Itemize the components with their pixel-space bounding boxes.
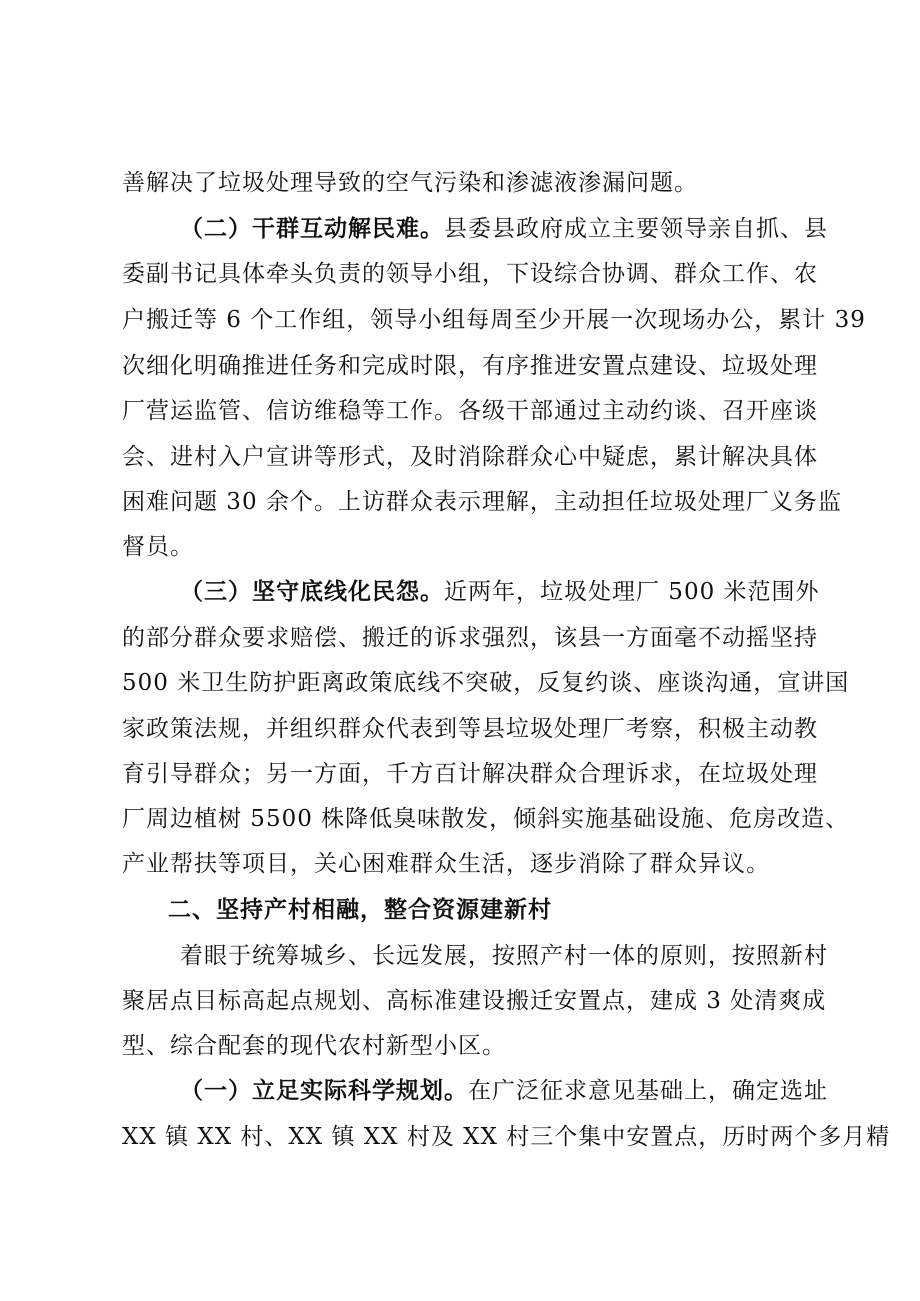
- paragraph-3-line-2: 的部分群众要求赔偿、搬迁的诉求强烈，该县一方面毫不动摇坚持: [122, 625, 818, 651]
- paragraph-2-line-4: 次细化明确推进任务和完成时限，有序推进安置点建设、垃圾处理: [122, 353, 818, 379]
- paragraph-3-line-1: [180, 577, 820, 607]
- paragraph-1-line-1: 善解决了垃圾处理导致的空气污染和渗滤液渗漏问题。: [122, 170, 698, 196]
- paragraph-2-line-1: [180, 214, 828, 244]
- paragraph-2-text: 县委县政府成立主要领导亲自抓、县: [444, 216, 828, 242]
- paragraph-2-line-6: 会、进村入户宣讲等形式，及时消除群众心中疑虑，累计解决具体: [122, 444, 818, 470]
- paragraph-5-line-2: XX 镇 XX 村、XX 镇 XX 村及 XX 村三个集中安置点，历时两个多月精: [122, 1124, 891, 1150]
- paragraph-4-line-1: 着眼于统筹城乡、长远发展，按照产村一体的原则，按照新村: [180, 943, 828, 969]
- paragraph-3-line-6: 厂周边植树 5500 株降低臭味散发，倾斜实施基础设施、危房改造、: [122, 806, 850, 832]
- paragraph-4-line-2: 聚居点目标高起点规划、高标准建设搬迁安置点，建成 3 处清爽成: [122, 988, 827, 1014]
- paragraph-2-line-2: 委副书记具体牵头负责的领导小组，下设综合协调、群众工作、农: [122, 261, 818, 287]
- paragraph-2-line-5: 厂营运监管、信访维稳等工作。各级干部通过主动约谈、召开座谈: [122, 398, 818, 424]
- section-heading: 二、坚持产村相融，整合资源建新村: [168, 897, 552, 923]
- paragraph-3-line-7: 产业帮扶等项目，关心困难群众生活，逐步消除了群众异议。: [122, 851, 770, 877]
- paragraph-2-line-7: 困难问题 30 余个。上访群众表示理解，主动担任垃圾处理厂义务监: [122, 489, 842, 515]
- paragraph-3-line-3: 500 米卫生防护距离政策底线不突破，反复约谈、座谈沟通，宣讲国: [122, 670, 850, 696]
- paragraph-2-lead: （二）干群互动解民难。: [180, 216, 444, 242]
- paragraph-3-line-4: 家政策法规，并组织群众代表到等县垃圾处理厂考察，积极主动教: [122, 716, 818, 742]
- paragraph-3-lead: （三）坚守底线化民怨。: [180, 579, 444, 605]
- paragraph-5-line-1: [180, 1076, 828, 1106]
- paragraph-5-lead: （一）立足实际科学规划。: [180, 1078, 468, 1104]
- paragraph-5-text: 在广泛征求意见基础上，确定选址: [468, 1078, 828, 1104]
- paragraph-2-line-3: 户搬迁等 6 个工作组，领导小组每周至少开展一次现场办公，累计 39: [122, 307, 866, 333]
- paragraph-3-text: 近两年，垃圾处理厂 500 米范围外: [444, 579, 820, 605]
- paragraph-4-line-3: 型、综合配套的现代农村新型小区。: [122, 1033, 506, 1059]
- paragraph-3-line-5: 育引导群众；另一方面，千方百计解决群众合理诉求，在垃圾处理: [122, 761, 818, 787]
- paragraph-2-line-8: 督员。: [122, 534, 194, 560]
